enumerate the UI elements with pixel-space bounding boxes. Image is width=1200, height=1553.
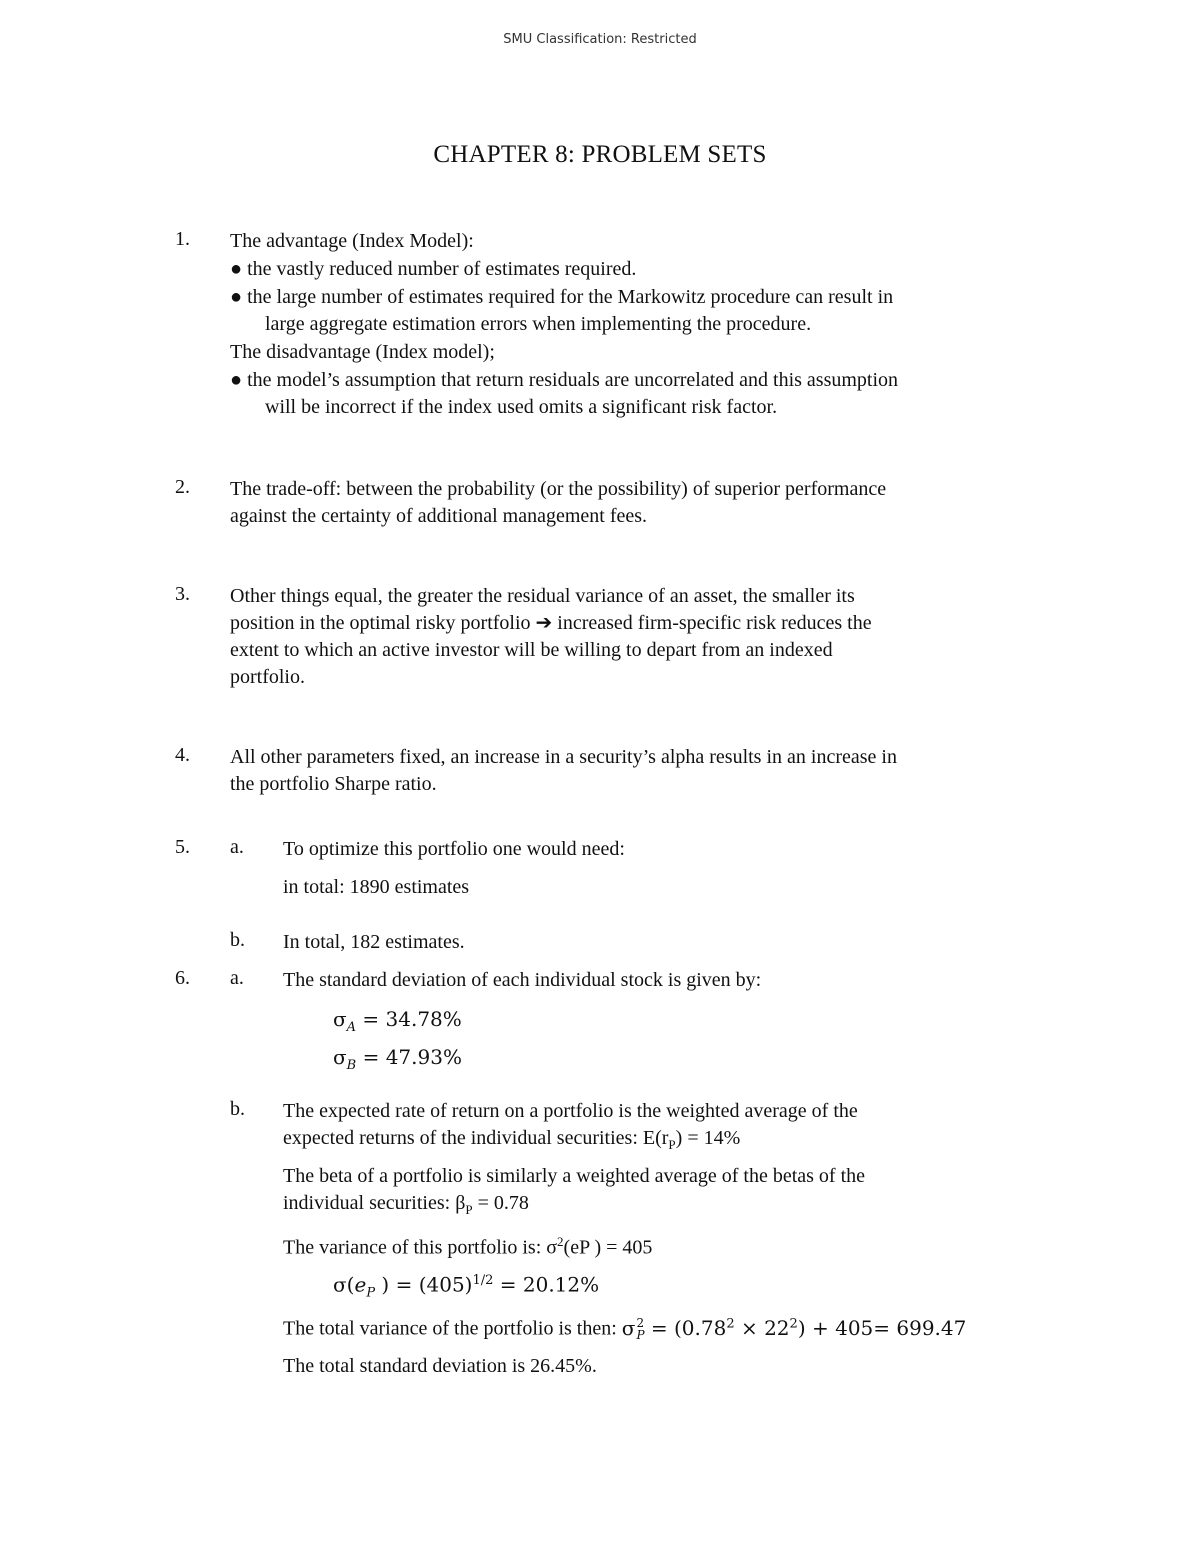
text-line: In total, 182 estimates. [283,931,465,953]
total-variance-line: The total variance of the portfolio is then: σ 2 P = $(0.78^2 \times 22^2) + 405= 699.47$ [283,1315,967,1343]
residual-sd-formula: $\sigma(e_P$ ) = $(405)^{1/2} = 20.12\%$ [333,1272,600,1301]
question-number: 3. [175,583,190,605]
text-line: The advantage (Index Model): [230,230,474,252]
text-line: All other parameters fixed, an increase in a security’s alpha results in an increase in [230,746,897,768]
text-line: To optimize this portfolio one would need: [283,838,625,860]
text-line: against the certainty of additional management fees. [230,505,648,527]
text-line: extent to which an active investor will be willing to depart from an indexed [230,639,833,661]
expected-return-line: expected returns of the individual securities: $E(r_P) = 14\%$ [283,1127,741,1152]
question-number: 1. [175,228,190,250]
text-line: The disadvantage (Index model); [230,341,495,363]
part-label: a. [230,967,244,989]
question-number: 5. [175,836,190,858]
sigma-a-formula: $\sigma_A = 34.78\%$ [333,1007,462,1035]
classification-header: SMU Classification: Restricted [503,32,697,47]
variance-line: The variance of this portfolio is: $\sigma^2(eP$ ) = 405 [283,1234,653,1259]
text-line: Other things equal, the greater the residual variance of an asset, the smaller its [230,585,855,607]
bullet-line: ● the model’s assumption that return residuals are uncorrelated and this assumption [230,369,899,391]
text-line: The standard deviation of each individual stock is given by: [283,969,762,991]
part-label: a. [230,836,244,858]
text-line: The total standard deviation is 26.45%. [283,1355,597,1377]
beta-line: individual securities: $\beta_P = 0.78$ [283,1192,529,1217]
sigma-b-formula: $\sigma_B = 47.93\%$ [333,1045,462,1073]
question-number: 6. [175,967,190,989]
text-line: will be incorrect if the index used omits a significant risk factor. [265,396,778,418]
text-line: in total: 1890 estimates [283,876,470,898]
text-line: The expected rate of return on a portfolio is the weighted average of the [283,1100,858,1122]
question-number: 2. [175,476,190,498]
text-line: The beta of a portfolio is similarly a weighted average of the betas of the [283,1165,866,1187]
text-line: The trade-off: between the probability (or the possibility) of superior performance [230,478,887,500]
bullet-line: ● the vastly reduced number of estimates required. [230,258,637,280]
part-label: b. [230,1098,245,1120]
question-number: 4. [175,744,190,766]
text-line: position in the optimal risky portfolio ➔ increased firm-specific risk reduces the [230,612,872,634]
text-line: the portfolio Sharpe ratio. [230,773,437,795]
text-line: large aggregate estimation errors when implementing the procedure. [265,313,812,335]
part-label: b. [230,929,245,951]
page-title: CHAPTER 8: PROBLEM SETS [433,141,767,168]
text-line: portfolio. [230,666,305,688]
bullet-line: ● the large number of estimates required for the Markowitz procedure can result in [230,286,894,308]
